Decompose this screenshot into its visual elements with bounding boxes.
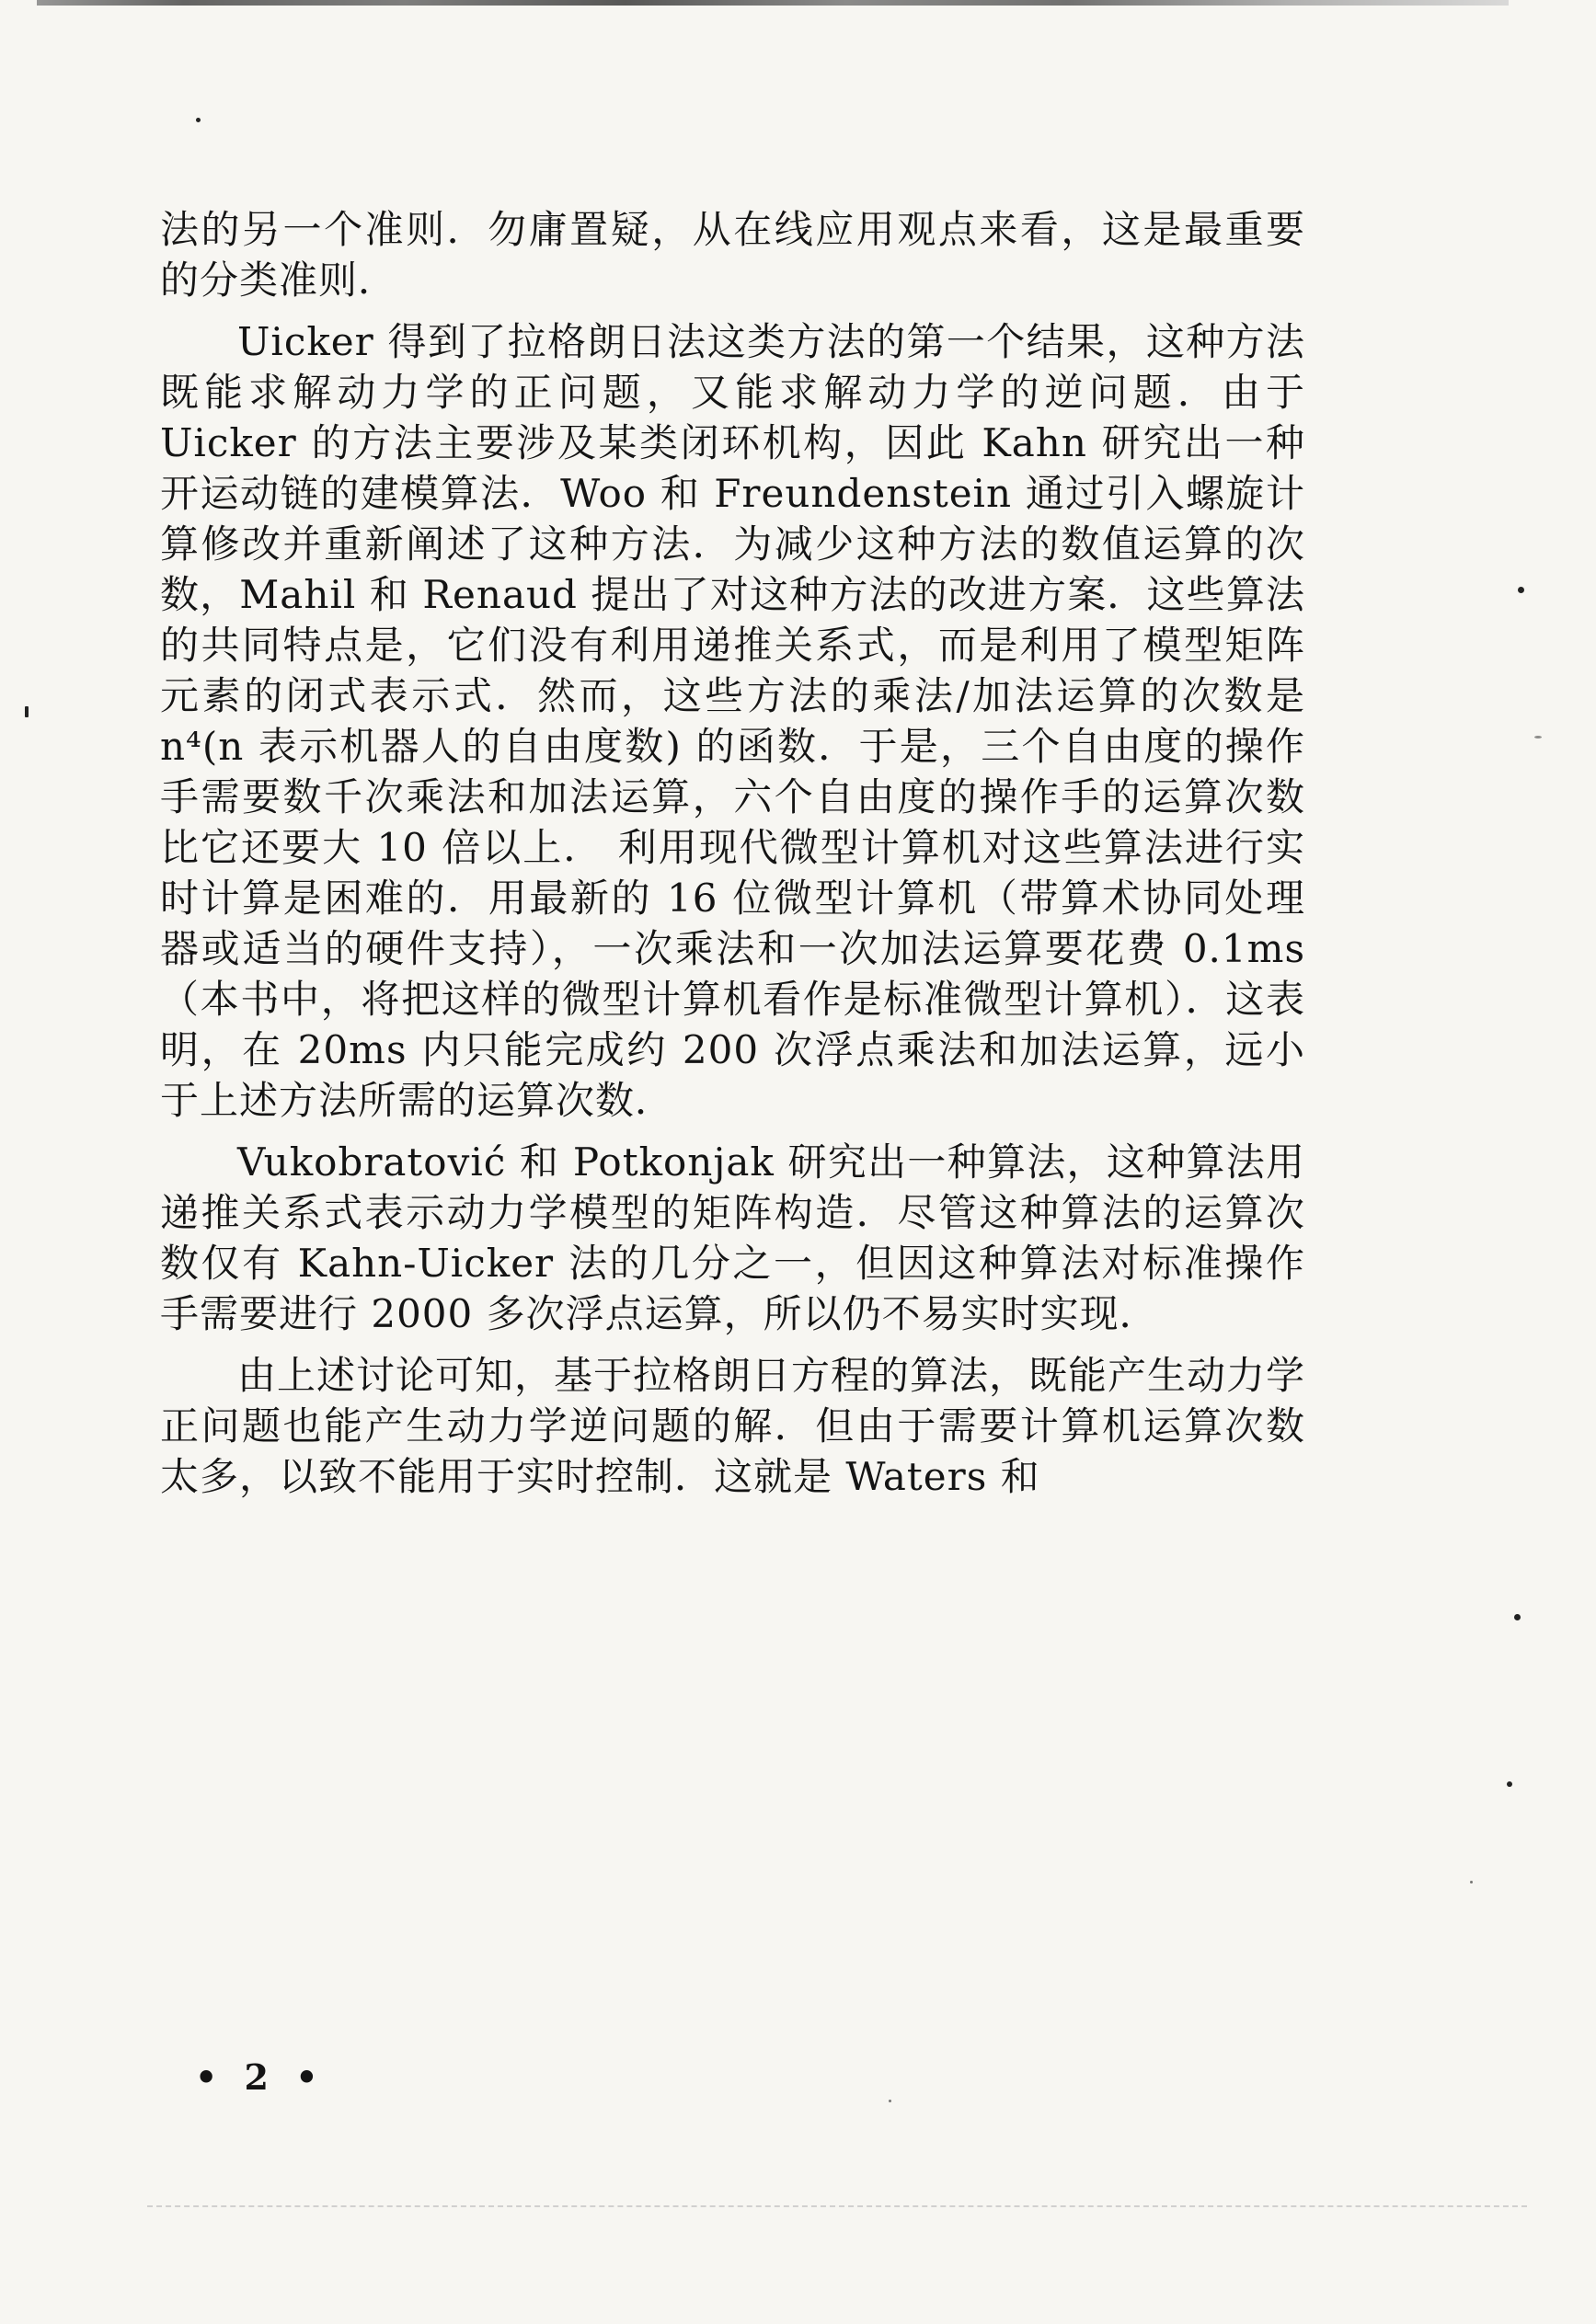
scan-speck — [889, 2100, 891, 2102]
paragraph-3: Vukobratović 和 Potkonjak 研究出一种算法，这种算法用递推关系式表示动力学模型的矩阵构造．尽管这种算法的运算次数仅有 Kahn-Uicker 法的几分之一，但因这种算法对标准操作手需要进行 2000 多次浮点运算，所以仍不易实时实现． — [160, 1139, 1305, 1336]
scan-speck — [1470, 1881, 1473, 1883]
page-body — [160, 204, 1305, 1513]
scan-speck — [1514, 1614, 1521, 1620]
scan-speck — [1534, 736, 1542, 738]
scan-speck — [196, 118, 201, 122]
paragraph-1: 法的另一个准则．勿庸置疑，从在线应用观点来看，这是最重要的分类准则． — [160, 207, 1305, 303]
page-number: • 2 • — [195, 2056, 326, 2098]
scan-speck — [25, 706, 29, 717]
scan-edge-top — [37, 0, 1509, 6]
scan-speck — [1518, 587, 1524, 593]
scan-edge-bottom — [147, 2205, 1527, 2209]
paragraph-2: Uicker 得到了拉格朗日法这类方法的第一个结果，这种方法既能求解动力学的正问题，又能求解动力学的逆问题．由于 Uicker 的方法主要涉及某类闭环机构，因此 Kahn 研究出一种开运动链的建模算法．Woo 和 Freundenstein 通过引入螺旋计算修改并重新阐述了这种方法．为减少这种方法的数值运算的次数，Mahil 和 Renaud 提出了对这种方法的改进方案．这些算法的共同特点是，它们没有利用递推关系式，而是利用了模型矩阵元素的闭式表示式．然而，这些方法的乘法/加法运算的次数是 n⁴(n 表示机器人的自由度数) 的函数．于是，三个自由度的操作手需要数千次乘法和加法运算，六个自由度的操作手的运算次数比它还要大 10 倍以上． 利用现代微型计算机对这些算法进行实时计算是困难的．用最新的 16 位微型计算机（带算术协同处理器或适当的硬件支持），一次乘法和一次加法运算要花费 0.1ms（本书中，将把这样的微型计算机看作是标准微型计算机）．这表明，在 20ms 内只能完成约 200 次浮点乘法和加法运算，远小于上述方法所需的运算次数． — [160, 319, 1305, 1123]
paragraph-4: 由上述讨论可知，基于拉格朗日方程的算法，既能产生动力学正问题也能产生动力学逆问题的解．但由于需要计算机运算次数太多，以致不能用于实时控制．这就是 Waters 和 — [160, 1353, 1306, 1499]
scan-speck — [1507, 1781, 1512, 1787]
